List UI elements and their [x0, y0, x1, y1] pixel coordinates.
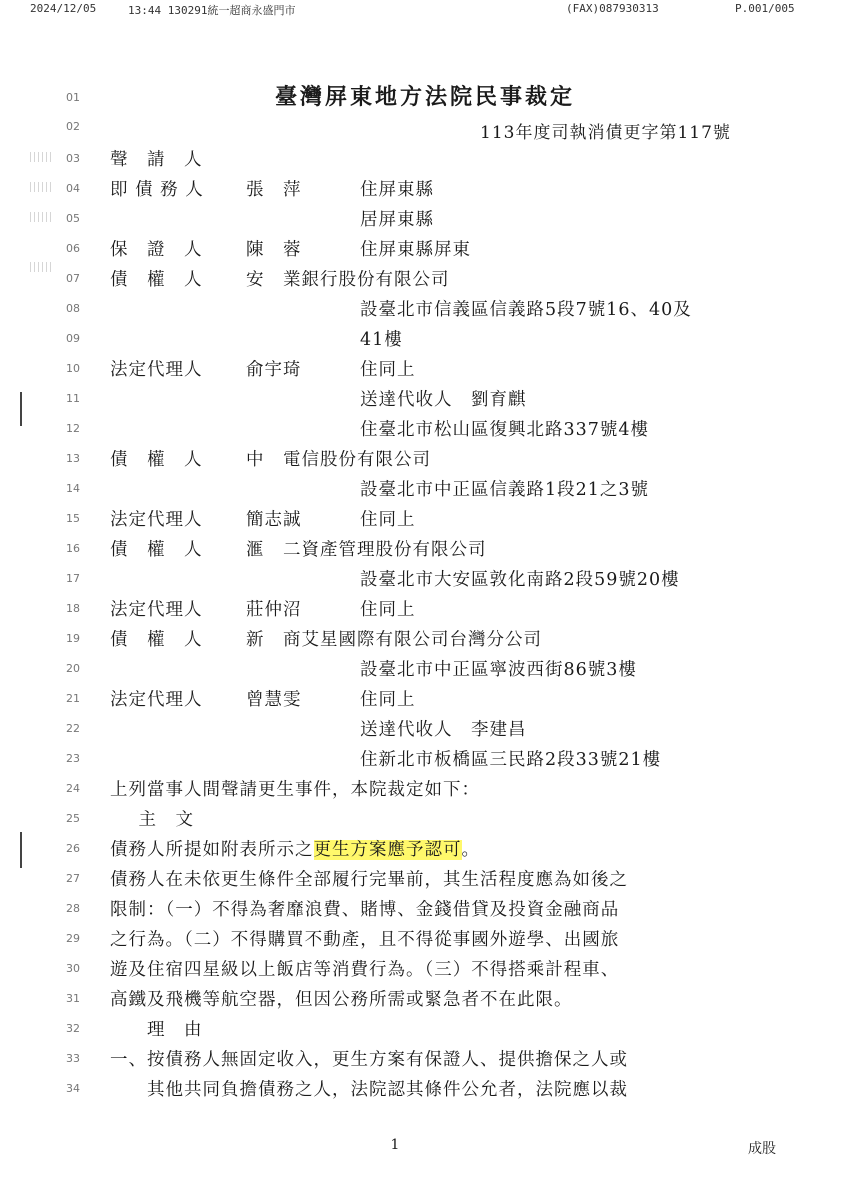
party-role: 法定代理人: [110, 600, 203, 620]
section-mark: 成股: [748, 1141, 776, 1157]
fax-number: (FAX)087930313: [566, 2, 659, 15]
preamble-line: 上列當事人間聲請更生事件，本院裁定如下：: [110, 780, 480, 800]
scan-speckle: [30, 262, 52, 272]
party-role: 聲 請 人: [110, 150, 203, 170]
party-address: 設臺北市中正區寧波西街86號3樓: [360, 660, 637, 680]
party-role: 債 權 人: [110, 630, 203, 650]
line-number: 24: [66, 782, 80, 795]
party-role: 保 證 人: [110, 240, 203, 260]
body-line: 之行為。（二）不得購買不動產，且不得從事國外遊學、出國旅: [110, 930, 620, 950]
line-number: 34: [66, 1082, 80, 1095]
line-number: 08: [66, 302, 80, 315]
party-address: 住新北市板橋區三民路2段33號21樓: [360, 750, 662, 770]
line-number: 03: [66, 152, 80, 165]
line-number: 05: [66, 212, 80, 225]
line-number: 32: [66, 1022, 80, 1035]
page-number: 1: [390, 1137, 400, 1153]
fax-page-count: P.001/005: [735, 2, 795, 15]
line-number: 13: [66, 452, 80, 465]
line-number: 15: [66, 512, 80, 525]
party-address: 住屏東縣屏東: [360, 240, 471, 260]
party-role: 債 權 人: [110, 540, 203, 560]
scan-speckle: [30, 182, 52, 192]
party-address: 住臺北市松山區復興北路337號4樓: [360, 420, 650, 440]
line-number: 28: [66, 902, 80, 915]
fax-time-sender: 13:44 130291統一超商永盛門市: [128, 4, 296, 17]
party-role: 債 權 人: [110, 270, 203, 290]
line-number: 07: [66, 272, 80, 285]
line-number: 12: [66, 422, 80, 435]
party-role: 法定代理人: [110, 510, 203, 530]
line-number: 25: [66, 812, 80, 825]
line-number: 10: [66, 362, 80, 375]
party-agent: 送達代收人 李建昌: [360, 720, 527, 740]
case-number: 113年度司執消債更字第117號: [480, 123, 731, 143]
scan-edge-mark: [20, 832, 22, 868]
party-role: 即 債 務 人: [110, 180, 204, 200]
party-address: 住同上: [360, 510, 416, 530]
body-line: 其他共同負擔債務之人，法院認其條件公允者，法院應以裁: [110, 1080, 628, 1100]
party-address: 住同上: [360, 690, 416, 710]
body-line: 債務人在未依更生條件全部履行完畢前，其生活程度應為如後之: [110, 870, 628, 890]
line-number: 18: [66, 602, 80, 615]
line-number: 02: [66, 120, 80, 133]
line-number: 14: [66, 482, 80, 495]
party-role: 債 權 人: [110, 450, 203, 470]
section-heading-reasons: 理 由: [110, 1020, 203, 1040]
party-name: 張 萍: [246, 180, 302, 200]
party-name: 滙 二資產管理股份有限公司: [246, 540, 487, 560]
line-number: 30: [66, 962, 80, 975]
line-number: 06: [66, 242, 80, 255]
party-address: 設臺北市中正區信義路1段21之3號: [360, 480, 650, 500]
ruling-text-end: 。: [461, 840, 480, 860]
body-line: 限制：（一）不得為奢靡浪費、賭博、金錢借貸及投資金融商品: [110, 900, 620, 920]
party-name: 安 業銀行股份有限公司: [246, 270, 450, 290]
party-name: 中 電信股份有限公司: [246, 450, 431, 470]
line-number: 23: [66, 752, 80, 765]
party-name: 俞宇琦: [246, 360, 302, 380]
line-number: 26: [66, 842, 80, 855]
line-number: 17: [66, 572, 80, 585]
party-name: 莊仲沼: [246, 600, 302, 620]
fax-header: [0, 2, 850, 18]
party-address: 住同上: [360, 600, 416, 620]
line-number: 19: [66, 632, 80, 645]
line-number: 31: [66, 992, 80, 1005]
line-number: 33: [66, 1052, 80, 1065]
line-number: 01: [66, 91, 80, 104]
ruling-text: 債務人所提如附表所示之: [110, 840, 314, 860]
party-address: 住同上: [360, 360, 416, 380]
party-address: 設臺北市大安區敦化南路2段59號20樓: [360, 570, 680, 590]
party-name: 陳 蓉: [246, 240, 302, 260]
party-role: 法定代理人: [110, 360, 203, 380]
party-name: 曾慧雯: [246, 690, 302, 710]
line-number: 09: [66, 332, 80, 345]
party-address: 居屏東縣: [360, 210, 434, 230]
scan-edge-mark: [20, 392, 22, 426]
fax-date: 2024/12/05: [30, 2, 97, 15]
body-line: 遊及住宿四星級以上飯店等消費行為。（三）不得搭乘計程車、: [110, 960, 620, 980]
document-title: 臺灣屏東地方法院民事裁定: [274, 84, 575, 110]
line-number: 20: [66, 662, 80, 675]
line-number: 21: [66, 692, 80, 705]
line-number: 27: [66, 872, 80, 885]
line-number: 04: [66, 182, 80, 195]
scan-speckle: [30, 212, 52, 222]
party-address: 設臺北市信義區信義路5段7號16、40及: [360, 300, 692, 320]
party-name: 簡志誠: [246, 510, 302, 530]
line-number: 29: [66, 932, 80, 945]
party-role: 法定代理人: [110, 690, 203, 710]
line-number: 16: [66, 542, 80, 555]
party-agent: 送達代收人 劉育麒: [360, 390, 527, 410]
scan-speckle: [30, 152, 52, 162]
body-line: 一、按債務人無固定收入，更生方案有保證人、提供擔保之人或: [110, 1050, 628, 1070]
line-number: 22: [66, 722, 80, 735]
line-number: 11: [66, 392, 80, 405]
section-heading-main: 主 文: [120, 810, 194, 830]
highlighted-ruling: 更生方案應予認可: [313, 840, 462, 860]
party-name: 新 商艾星國際有限公司台灣分公司: [246, 630, 542, 650]
party-address: 41樓: [360, 330, 403, 350]
party-address: 住屏東縣: [360, 180, 434, 200]
body-line: 高鐵及飛機等航空器，但因公務所需或緊急者不在此限。: [110, 990, 573, 1010]
ruling-line: [110, 836, 480, 861]
